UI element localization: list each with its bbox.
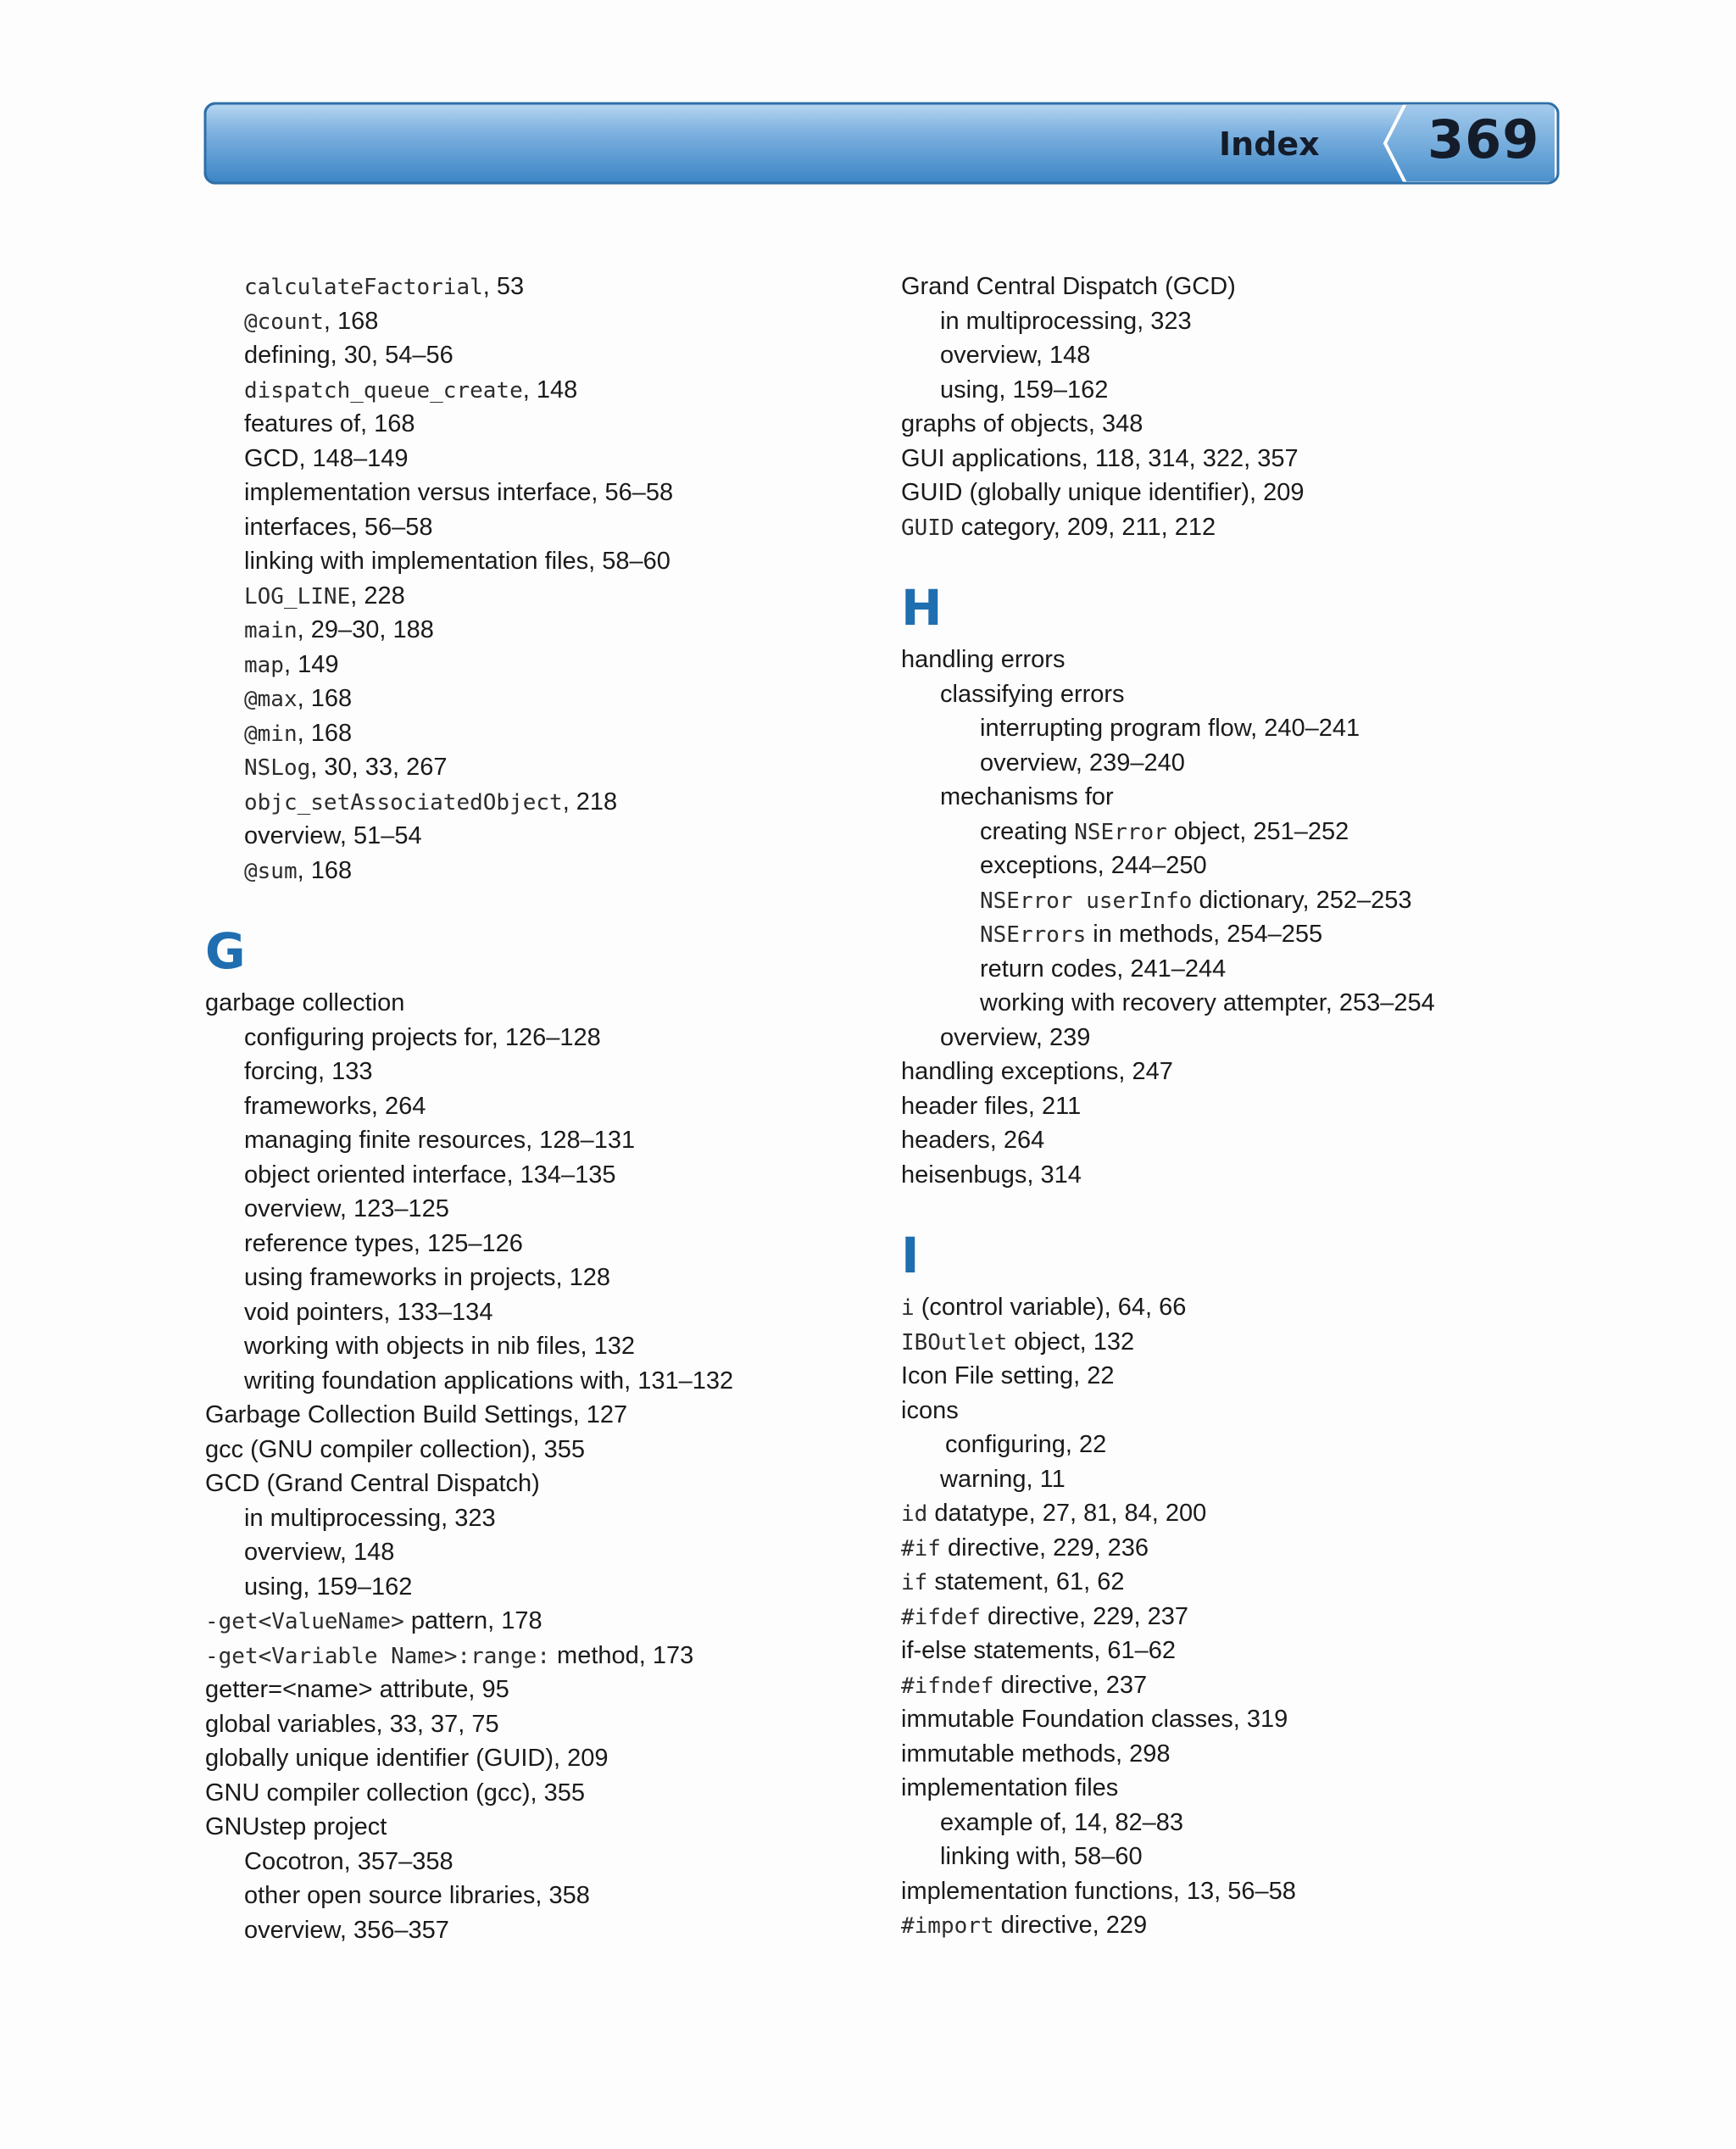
index-entry-code-term: objc_setAssociatedObject	[244, 789, 563, 816]
index-entry-text: handling errors	[901, 646, 1066, 673]
index-entry	[901, 883, 1562, 918]
index-entry-code-term: -get<Variable Name>:range:	[205, 1643, 550, 1669]
index-entry-text: reference types, 125–126	[244, 1229, 523, 1257]
index-entry	[205, 1295, 866, 1330]
right-pre-entries	[901, 270, 1562, 544]
index-entry	[901, 476, 1562, 510]
index-entry-text: forcing, 133	[244, 1058, 373, 1085]
index-entry-text: interrupting program flow, 240–241	[980, 715, 1360, 742]
index-entry-code-term: @count	[244, 309, 324, 335]
index-entry-text: in methods, 254–255	[1086, 921, 1323, 948]
left-g-entries	[205, 986, 866, 1947]
index-entry-code-term: NSLog	[244, 755, 311, 781]
index-entry-text: directive, 229	[993, 1912, 1148, 1939]
header-banner-shape	[203, 102, 1561, 187]
index-entry	[901, 338, 1562, 373]
index-entry-text: overview, 123–125	[244, 1195, 449, 1222]
index-entry	[901, 1325, 1562, 1360]
index-entry-text: Grand Central Dispatch (GCD)	[901, 273, 1236, 300]
index-entry-text: pattern, 178	[403, 1607, 542, 1634]
index-entry-code-term: @max	[244, 687, 298, 712]
index-entry-text: in multiprocessing, 323	[244, 1504, 496, 1532]
index-entry-code-term: map	[244, 652, 284, 678]
index-entry	[205, 1501, 866, 1536]
index-entry-code-term: if	[901, 1570, 928, 1595]
index-entry-code-term: #ifndef	[901, 1673, 994, 1699]
index-entry	[205, 1810, 866, 1845]
index-entry-text: method, 173	[550, 1641, 694, 1669]
index-entry-code-term: GUID	[901, 515, 954, 541]
index-entry-text: statement, 61, 62	[927, 1568, 1125, 1595]
index-entry-text: handling exceptions, 247	[901, 1058, 1173, 1085]
index-entry-text: Cocotron, 357–358	[244, 1847, 453, 1875]
index-entry-text: getter=<name> attribute, 95	[205, 1676, 509, 1703]
index-entry-code-term: @min	[244, 721, 298, 747]
index-entry-text: configuring, 22	[945, 1431, 1107, 1458]
index-entry	[205, 1261, 866, 1295]
index-entry	[901, 952, 1562, 987]
index-entry-text: object, 132	[1007, 1328, 1135, 1356]
index-entry	[901, 304, 1562, 339]
index-entry	[901, 1290, 1562, 1325]
index-entry-code-term: NSError	[1074, 819, 1167, 845]
index-entry	[205, 373, 866, 408]
section-letter-i: I	[901, 1227, 920, 1284]
index-entry	[901, 1908, 1562, 1943]
index-entry-text: GNUstep project	[205, 1813, 387, 1840]
index-entry-text: creating	[980, 817, 1075, 845]
index-entry	[901, 270, 1562, 304]
index-entry-code-term: -get<ValueName>	[205, 1609, 404, 1634]
index-entry-code-term: main	[244, 618, 298, 643]
index-entry-text: return codes, 241–244	[980, 955, 1227, 983]
index-entry-text: features of, 168	[244, 410, 415, 437]
index-entry-text: configuring projects for, 126–128	[244, 1023, 601, 1051]
index-entry	[901, 917, 1562, 952]
index-entry-text: directive, 229, 237	[980, 1602, 1188, 1630]
index-entry-text: graphs of objects, 348	[901, 410, 1143, 437]
index-entry-text: overview, 239	[940, 1023, 1091, 1051]
index-entry-text: GUID (globally unique identifier), 209	[901, 479, 1305, 506]
index-entry	[205, 304, 866, 339]
index-entry	[205, 338, 866, 373]
index-entry	[205, 1398, 866, 1433]
index-entry-code-term: #import	[901, 1913, 994, 1939]
right-h-entries	[901, 643, 1562, 1192]
index-entry-text: header files, 211	[901, 1092, 1082, 1120]
index-entry-text: object, 251–252	[1166, 817, 1349, 845]
index-entry-text: globally unique identifier (GUID), 209	[205, 1745, 609, 1772]
index-entry	[901, 1565, 1562, 1600]
index-entry-text: , 29–30, 188	[297, 616, 434, 643]
index-entry	[205, 1192, 866, 1227]
index-entry	[205, 1021, 866, 1055]
index-entry	[205, 1913, 866, 1948]
index-entry-text: working with objects in nib files, 132	[244, 1333, 636, 1360]
index-entry-code-term: @sum	[244, 858, 298, 884]
index-entry	[901, 1462, 1562, 1497]
index-entry-text: directive, 237	[993, 1671, 1148, 1699]
index-entry	[205, 785, 866, 820]
index-entry	[901, 1634, 1562, 1668]
right-i-entries	[901, 1290, 1562, 1943]
index-entry	[205, 476, 866, 510]
index-entry-text: category, 209, 211, 212	[954, 513, 1216, 541]
index-entry	[205, 682, 866, 716]
index-entry-text: implementation files	[901, 1774, 1119, 1801]
index-entry-text: defining, 30, 54–56	[244, 342, 453, 369]
index-entry-text: writing foundation applications with, 131–132	[244, 1367, 734, 1395]
index-entry-text: using, 159–162	[940, 376, 1109, 404]
index-entry	[205, 510, 866, 545]
index-entry	[205, 1089, 866, 1124]
index-entry	[901, 643, 1562, 677]
index-entry-text: frameworks, 264	[244, 1092, 426, 1120]
index-entry-text: object oriented interface, 134–135	[244, 1161, 616, 1189]
section-letter-g: G	[205, 922, 246, 980]
index-entry-text: implementation functions, 13, 56–58	[901, 1877, 1296, 1905]
index-entry	[205, 613, 866, 648]
index-entry-text: warning, 11	[940, 1465, 1066, 1493]
index-entry-text: headers, 264	[901, 1127, 1045, 1154]
index-entry	[205, 1467, 866, 1501]
index-entry	[205, 986, 866, 1021]
index-entry-text: if-else statements, 61–62	[901, 1637, 1177, 1664]
index-entry-text: Icon File setting, 22	[901, 1362, 1115, 1389]
index-entry-text: interfaces, 56–58	[244, 513, 433, 541]
index-entry	[901, 1394, 1562, 1428]
index-entry-text: overview, 148	[244, 1539, 395, 1566]
index-entry	[205, 1158, 866, 1193]
index-entry	[901, 1874, 1562, 1909]
index-entry-text: example of, 14, 82–83	[940, 1808, 1183, 1836]
index-entry	[901, 1158, 1562, 1193]
index-entry	[205, 750, 866, 785]
index-entry-text: working with recovery attempter, 253–254	[980, 989, 1435, 1016]
index-entry	[901, 1702, 1562, 1737]
index-entry-text: global variables, 33, 37, 75	[205, 1710, 499, 1738]
index-entry	[901, 373, 1562, 408]
index-entry-code-term: i	[901, 1295, 915, 1321]
index-entry-code-term: NSError userInfo	[980, 888, 1193, 914]
index-entry-text: mechanisms for	[940, 783, 1114, 810]
index-entry-text: GNU compiler collection (gcc), 355	[205, 1779, 586, 1807]
index-entry-text: , 148	[522, 376, 578, 404]
index-entry-text: , 149	[283, 650, 339, 678]
index-entry-text: overview, 239–240	[980, 749, 1185, 777]
index-entry-text: icons	[901, 1396, 959, 1424]
index-entry-code-term: NSErrors	[980, 922, 1087, 948]
page-number: 369	[1427, 109, 1540, 170]
index-entry-text: Garbage Collection Build Settings, 127	[205, 1401, 628, 1428]
index-entry	[205, 1055, 866, 1089]
index-entry-text: , 168	[297, 719, 353, 747]
index-entry-text: GCD, 148–149	[244, 444, 409, 472]
index-entry	[901, 442, 1562, 476]
index-entry-code-term: dispatch_queue_create	[244, 377, 523, 404]
index-entry	[205, 716, 866, 751]
index-entry-text: GUI applications, 118, 314, 322, 357	[901, 444, 1299, 472]
index-entry	[205, 648, 866, 682]
index-entry	[901, 1089, 1562, 1124]
index-entry-code-term: #ifdef	[901, 1604, 981, 1630]
index-entry	[901, 677, 1562, 712]
index-entry	[901, 780, 1562, 815]
index-entry-text: using, 159–162	[244, 1573, 413, 1601]
header-title: Index	[1219, 125, 1320, 163]
index-entry	[901, 1359, 1562, 1394]
index-column-left	[205, 270, 866, 1947]
index-entry	[901, 1123, 1562, 1158]
index-entry	[205, 579, 866, 614]
index-entry-text: directive, 229, 236	[940, 1534, 1149, 1562]
index-entry	[205, 1741, 866, 1776]
index-entry	[205, 1227, 866, 1261]
left-pre-entries	[205, 270, 866, 888]
index-entry-text: overview, 51–54	[244, 822, 422, 849]
index-entry	[901, 510, 1562, 545]
index-entry-text: , 168	[297, 685, 353, 712]
index-entry-code-term: id	[901, 1501, 928, 1527]
index-entry	[205, 442, 866, 476]
index-entry-code-term: calculateFactorial	[244, 275, 483, 300]
index-entry	[901, 815, 1562, 849]
index-entry-text: immutable Foundation classes, 319	[901, 1706, 1288, 1733]
index-entry-text: void pointers, 133–134	[244, 1298, 493, 1326]
index-entry-text: heisenbugs, 314	[901, 1161, 1082, 1189]
index-column-right	[901, 270, 1562, 1943]
index-entry	[205, 819, 866, 854]
index-entry	[901, 1021, 1562, 1055]
index-entry	[205, 1604, 866, 1639]
index-entry	[901, 1600, 1562, 1634]
index-entry-text: gcc (GNU compiler collection), 355	[205, 1435, 586, 1463]
index-entry	[205, 1673, 866, 1707]
index-entry-text: , 228	[350, 582, 405, 610]
index-entry	[205, 1570, 866, 1605]
index-entry-text: immutable methods, 298	[901, 1740, 1171, 1768]
index-entry	[901, 1428, 1562, 1462]
index-entry-text: classifying errors	[940, 680, 1125, 708]
index-entry-text: , 218	[562, 788, 618, 816]
index-entry	[901, 849, 1562, 883]
index-entry-text: linking with, 58–60	[940, 1843, 1143, 1870]
index-entry-text: (control variable), 64, 66	[914, 1294, 1187, 1321]
index-entry-text: dictionary, 252–253	[1192, 886, 1412, 914]
index-entry-text: GCD (Grand Central Dispatch)	[205, 1470, 540, 1497]
index-entry-text: garbage collection	[205, 989, 405, 1016]
index-entry	[205, 1123, 866, 1158]
index-entry-text: overview, 148	[940, 342, 1091, 369]
index-entry-text: using frameworks in projects, 128	[244, 1264, 610, 1291]
index-entry-text: linking with implementation files, 58–60	[244, 548, 670, 575]
index-entry	[901, 1055, 1562, 1089]
index-entry	[901, 711, 1562, 746]
index-entry	[205, 1879, 866, 1913]
index-entry-text: , 53	[482, 273, 525, 300]
index-entry-text: , 168	[323, 307, 379, 335]
section-letter-h: H	[901, 579, 943, 637]
index-entry	[901, 986, 1562, 1021]
index-entry-text: , 168	[297, 856, 353, 884]
index-entry	[205, 1433, 866, 1467]
index-entry-text: exceptions, 244–250	[980, 852, 1207, 879]
index-entry	[205, 407, 866, 442]
index-entry	[205, 1364, 866, 1399]
index-entry	[901, 1531, 1562, 1566]
index-entry-text: implementation versus interface, 56–58	[244, 479, 674, 506]
index-entry	[205, 854, 866, 888]
index-entry	[205, 1329, 866, 1364]
index-entry	[205, 1845, 866, 1879]
index-entry	[901, 1840, 1562, 1874]
index-entry	[901, 1737, 1562, 1772]
index-entry	[205, 1707, 866, 1742]
index-entry-text: , 30, 33, 267	[310, 754, 448, 781]
index-entry-code-term: #if	[901, 1535, 941, 1562]
index-entry	[901, 407, 1562, 442]
index-entry	[205, 1535, 866, 1570]
index-entry	[205, 270, 866, 304]
index-entry	[901, 1668, 1562, 1703]
index-entry-code-term: IBOutlet	[901, 1329, 1008, 1356]
index-entry-text: in multiprocessing, 323	[940, 307, 1192, 335]
index-entry	[205, 1776, 866, 1811]
index-entry	[901, 1806, 1562, 1840]
index-entry	[205, 544, 866, 579]
index-entry	[901, 746, 1562, 781]
index-entry-text: datatype, 27, 81, 84, 200	[927, 1500, 1207, 1527]
page-header-banner	[203, 102, 1561, 187]
index-entry-code-term: LOG_LINE	[244, 583, 351, 610]
index-entry	[901, 1496, 1562, 1531]
index-entry-text: overview, 356–357	[244, 1916, 449, 1944]
index-entry	[205, 1639, 866, 1673]
index-entry	[901, 1771, 1562, 1806]
index-entry-text: managing finite resources, 128–131	[244, 1127, 636, 1154]
index-entry-text: other open source libraries, 358	[244, 1882, 590, 1909]
